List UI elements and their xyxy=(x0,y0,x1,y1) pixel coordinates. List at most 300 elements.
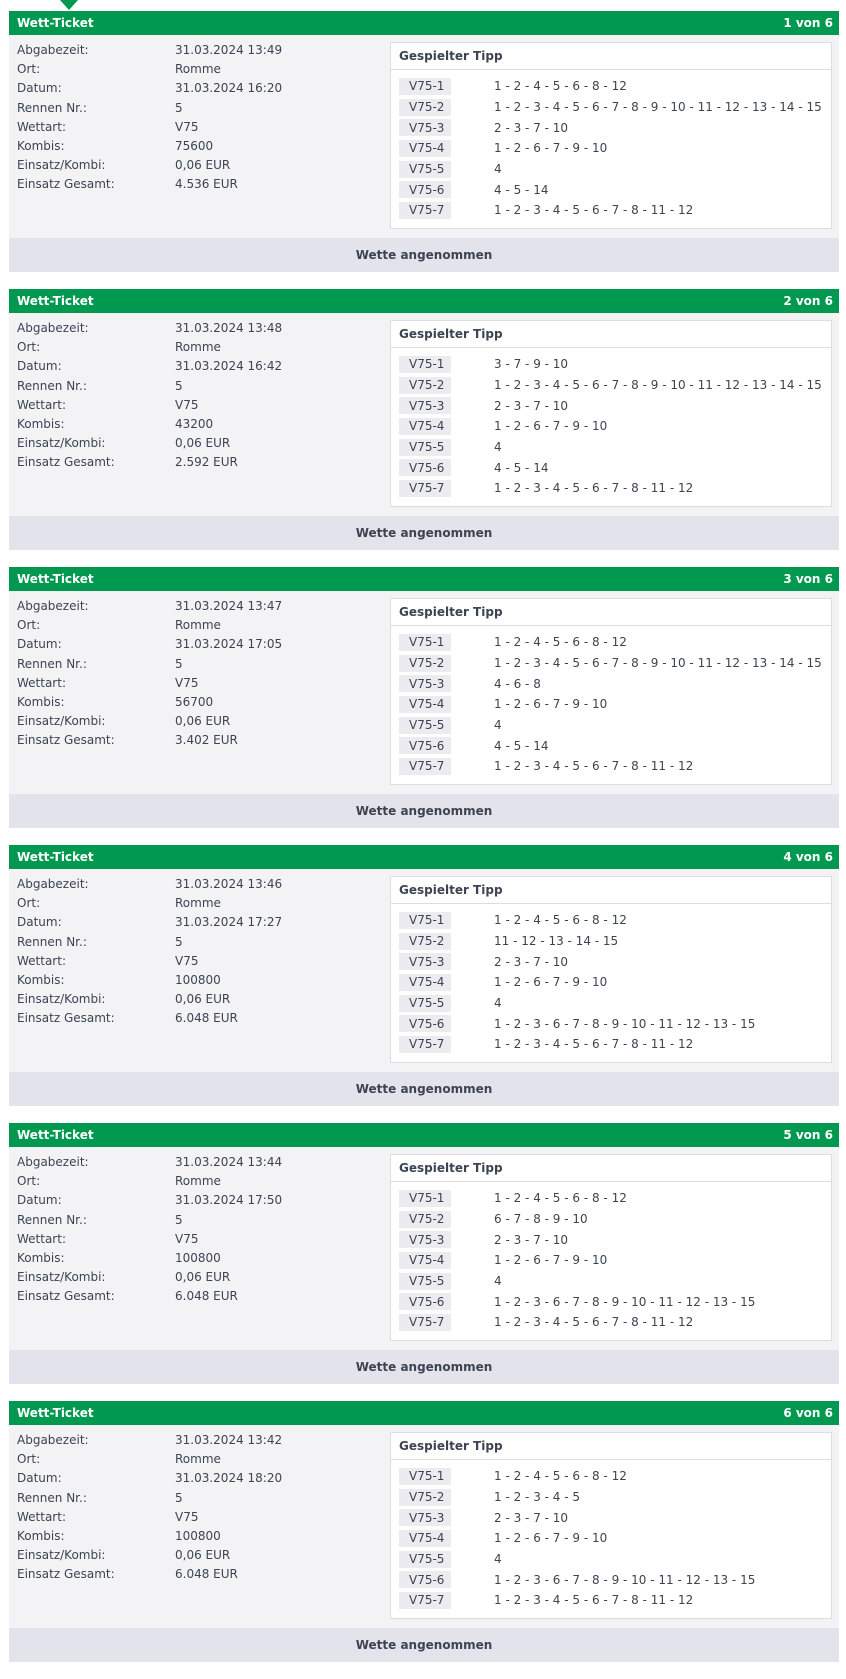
leg-code-badge: V75-4 xyxy=(399,696,451,713)
leg-selection: 4 - 5 - 14 xyxy=(494,460,549,475)
leg-code-badge: V75-1 xyxy=(399,634,451,651)
leg-selection: 1 - 2 - 6 - 7 - 9 - 10 xyxy=(494,141,608,156)
info-value: 5 xyxy=(175,378,183,393)
tipp-leg-row xyxy=(391,1569,831,1590)
leg-selection: 1 - 2 - 3 - 4 - 5 - 6 - 7 - 8 - 9 - 10 - 11 - 12 - 13 - 14 - 15 xyxy=(494,100,822,115)
leg-selection: 2 - 3 - 7 - 10 xyxy=(494,398,569,413)
info-label: Rennen Nr.: xyxy=(17,934,87,949)
info-value: V75 xyxy=(175,1509,199,1524)
leg-selection: 1 - 2 - 3 - 4 - 5 - 6 - 7 - 8 - 11 - 12 xyxy=(494,1593,694,1608)
leg-code-badge: V75-4 xyxy=(399,1530,451,1547)
info-row-ort xyxy=(17,60,282,79)
leg-selection: 1 - 2 - 6 - 7 - 9 - 10 xyxy=(494,697,608,712)
info-row-einsatz-gesamt xyxy=(17,453,282,472)
ticket-status: Wette angenommen xyxy=(355,1082,493,1096)
leg-code-badge: V75-3 xyxy=(399,1231,451,1248)
info-label: Rennen Nr.: xyxy=(17,1490,87,1505)
ticket-page-indicator: 4 von 6 xyxy=(783,850,833,864)
info-value: 75600 xyxy=(175,139,214,154)
leg-code-badge: V75-5 xyxy=(399,1551,451,1568)
tipp-leg-row xyxy=(391,694,831,715)
ticket-info xyxy=(17,319,282,473)
ticket-info xyxy=(17,597,282,751)
tipp-leg-row xyxy=(391,1507,831,1528)
info-value: 100800 xyxy=(175,1251,221,1266)
ticket-body xyxy=(9,869,839,1072)
info-label: Einsatz Gesamt: xyxy=(17,1567,115,1582)
info-value: 31.03.2024 16:20 xyxy=(175,81,283,96)
info-label: Rennen Nr.: xyxy=(17,656,87,671)
tipp-legs xyxy=(391,904,831,1055)
info-row-kombis xyxy=(17,971,282,990)
info-value: 2.592 EUR xyxy=(175,455,238,470)
leg-selection: 1 - 2 - 3 - 4 - 5 - 6 - 7 - 8 - 11 - 12 xyxy=(494,1315,694,1330)
info-row-datum xyxy=(17,1191,282,1210)
leg-code-badge: V75-3 xyxy=(399,953,451,970)
info-value: 5 xyxy=(175,1212,183,1227)
ticket-title: Wett-Ticket xyxy=(17,1406,94,1420)
info-label: Abgabezeit: xyxy=(17,599,89,613)
leg-selection: 6 - 7 - 8 - 9 - 10 xyxy=(494,1212,588,1227)
gespielter-tipp-panel xyxy=(390,1154,832,1341)
leg-selection: 4 xyxy=(494,1274,502,1289)
ticket-header xyxy=(9,289,839,313)
leg-code-badge: V75-3 xyxy=(399,1509,451,1526)
info-value: 0,06 EUR xyxy=(175,714,231,729)
leg-selection: 2 - 3 - 7 - 10 xyxy=(494,1510,569,1525)
info-row-datum xyxy=(17,357,282,376)
leg-selection: 1 - 2 - 4 - 5 - 6 - 8 - 12 xyxy=(494,1191,627,1206)
tipp-leg-row xyxy=(391,138,831,159)
info-value: 43200 xyxy=(175,417,214,432)
tipp-leg-row xyxy=(391,200,831,221)
info-row-abgabezeit xyxy=(17,1431,282,1450)
info-label: Datum: xyxy=(17,1471,62,1486)
info-value: 31.03.2024 17:05 xyxy=(175,637,283,652)
ticket-page-indicator: 3 von 6 xyxy=(783,572,833,586)
info-value: 31.03.2024 17:50 xyxy=(175,1193,283,1208)
info-row-wettart xyxy=(17,674,282,693)
info-value: 31.03.2024 13:44 xyxy=(175,1155,283,1169)
info-row-kombis xyxy=(17,1249,282,1268)
wett-ticket xyxy=(9,845,839,1123)
leg-code-badge: V75-6 xyxy=(399,1015,451,1032)
tipp-leg-row xyxy=(391,1188,831,1209)
info-value: 56700 xyxy=(175,695,214,710)
leg-code-badge: V75-2 xyxy=(399,1211,451,1228)
info-row-einsatz-gesamt xyxy=(17,1287,282,1306)
tipp-leg-row xyxy=(391,653,831,674)
leg-code-badge: V75-6 xyxy=(399,181,451,198)
info-value: V75 xyxy=(175,119,199,134)
info-label: Ort: xyxy=(17,618,41,633)
info-value: 31.03.2024 13:47 xyxy=(175,599,283,613)
info-value: 0,06 EUR xyxy=(175,436,231,451)
tipp-leg-row xyxy=(391,375,831,396)
info-label: Ort: xyxy=(17,340,41,355)
ticket-body xyxy=(9,313,839,516)
info-label: Kombis: xyxy=(17,973,65,988)
leg-selection: 1 - 2 - 3 - 4 - 5 - 6 - 7 - 8 - 9 - 10 - 11 - 12 - 13 - 14 - 15 xyxy=(494,656,822,671)
leg-code-badge: V75-5 xyxy=(399,995,451,1012)
ticket-body xyxy=(9,35,839,238)
info-value: 31.03.2024 13:49 xyxy=(175,43,283,57)
tipp-leg-row xyxy=(391,354,831,375)
leg-code-badge: V75-6 xyxy=(399,737,451,754)
tipp-leg-row xyxy=(391,97,831,118)
info-value: 3.402 EUR xyxy=(175,733,238,748)
leg-code-badge: V75-1 xyxy=(399,1468,451,1485)
info-label: Einsatz/Kombi: xyxy=(17,158,106,173)
info-row-wettart xyxy=(17,1230,282,1249)
tipp-title: Gespielter Tipp xyxy=(391,877,831,904)
info-value: 31.03.2024 13:48 xyxy=(175,321,283,335)
info-label: Einsatz Gesamt: xyxy=(17,455,115,470)
leg-selection: 4 - 6 - 8 xyxy=(494,676,541,691)
ticket-status: Wette angenommen xyxy=(355,526,493,540)
info-label: Abgabezeit: xyxy=(17,43,89,57)
info-row-datum xyxy=(17,635,282,654)
info-row-ort xyxy=(17,616,282,635)
info-row-ort xyxy=(17,1450,282,1469)
ticket-status-bar xyxy=(9,1350,839,1384)
leg-selection: 11 - 12 - 13 - 14 - 15 xyxy=(494,934,619,949)
ticket-status: Wette angenommen xyxy=(355,1360,493,1374)
leg-code-badge: V75-5 xyxy=(399,161,451,178)
ticket-info xyxy=(17,1431,282,1585)
leg-selection: 1 - 2 - 3 - 4 - 5 xyxy=(494,1490,581,1505)
leg-code-badge: V75-7 xyxy=(399,1592,451,1609)
tipp-leg-row xyxy=(391,437,831,458)
ticket-page-indicator: 6 von 6 xyxy=(783,1406,833,1420)
info-row-kombis xyxy=(17,1527,282,1546)
ticket-header xyxy=(9,567,839,591)
info-value: 31.03.2024 18:20 xyxy=(175,1471,283,1486)
leg-selection: 4 - 5 - 14 xyxy=(494,182,549,197)
info-row-rennen xyxy=(17,655,282,674)
info-row-wettart xyxy=(17,952,282,971)
info-label: Einsatz/Kombi: xyxy=(17,992,106,1007)
info-label: Einsatz Gesamt: xyxy=(17,177,115,192)
leg-selection: 1 - 2 - 3 - 4 - 5 - 6 - 7 - 8 - 11 - 12 xyxy=(494,759,694,774)
info-row-abgabezeit xyxy=(17,1153,282,1172)
tipp-leg-row xyxy=(391,735,831,756)
leg-selection: 4 xyxy=(494,162,502,177)
info-value: 5 xyxy=(175,656,183,671)
tipp-leg-row xyxy=(391,756,831,777)
leg-code-badge: V75-4 xyxy=(399,974,451,991)
info-row-einsatz-gesamt xyxy=(17,175,282,194)
ticket-status: Wette angenommen xyxy=(355,804,493,818)
info-label: Wettart: xyxy=(17,675,66,690)
leg-code-badge: V75-2 xyxy=(399,377,451,394)
info-value: 100800 xyxy=(175,1529,221,1544)
leg-selection: 1 - 2 - 6 - 7 - 9 - 10 xyxy=(494,1253,608,1268)
info-row-ort xyxy=(17,1172,282,1191)
tipp-leg-row xyxy=(391,673,831,694)
leg-code-badge: V75-2 xyxy=(399,933,451,950)
info-value: 6.048 EUR xyxy=(175,1011,238,1026)
tipp-leg-row xyxy=(391,457,831,478)
info-label: Datum: xyxy=(17,915,62,930)
ticket-status-bar xyxy=(9,1628,839,1662)
leg-code-badge: V75-7 xyxy=(399,1314,451,1331)
ticket-status-bar xyxy=(9,516,839,550)
leg-selection: 3 - 7 - 9 - 10 xyxy=(494,357,569,372)
info-label: Wettart: xyxy=(17,397,66,412)
ticket-header xyxy=(9,11,839,35)
info-value: Romme xyxy=(175,1452,221,1467)
info-row-datum xyxy=(17,1469,282,1488)
leg-code-badge: V75-1 xyxy=(399,78,451,95)
info-value: 5 xyxy=(175,100,183,115)
tipp-leg-row xyxy=(391,632,831,653)
ticket-body xyxy=(9,591,839,794)
leg-code-badge: V75-2 xyxy=(399,655,451,672)
info-label: Abgabezeit: xyxy=(17,877,89,891)
leg-code-badge: V75-4 xyxy=(399,418,451,435)
tipp-legs xyxy=(391,1182,831,1333)
gespielter-tipp-panel xyxy=(390,42,832,229)
info-label: Wettart: xyxy=(17,1231,66,1246)
ticket-title: Wett-Ticket xyxy=(17,850,94,864)
leg-code-badge: V75-1 xyxy=(399,1190,451,1207)
leg-code-badge: V75-5 xyxy=(399,1273,451,1290)
info-value: 0,06 EUR xyxy=(175,1548,231,1563)
leg-selection: 1 - 2 - 3 - 4 - 5 - 6 - 7 - 8 - 11 - 12 xyxy=(494,481,694,496)
tipp-title: Gespielter Tipp xyxy=(391,599,831,626)
info-row-einsatz-gesamt xyxy=(17,731,282,750)
info-label: Datum: xyxy=(17,359,62,374)
tipp-leg-row xyxy=(391,951,831,972)
leg-selection: 1 - 2 - 6 - 7 - 9 - 10 xyxy=(494,1531,608,1546)
info-label: Ort: xyxy=(17,62,41,77)
leg-selection: 4 xyxy=(494,440,502,455)
tipp-leg-row xyxy=(391,1312,831,1333)
leg-selection: 2 - 3 - 7 - 10 xyxy=(494,1232,569,1247)
info-label: Datum: xyxy=(17,81,62,96)
leg-code-badge: V75-1 xyxy=(399,356,451,373)
tipp-leg-row xyxy=(391,1209,831,1230)
info-value: V75 xyxy=(175,397,199,412)
info-value: Romme xyxy=(175,62,221,77)
tipp-leg-row xyxy=(391,117,831,138)
ticket-title: Wett-Ticket xyxy=(17,294,94,308)
info-value: Romme xyxy=(175,896,221,911)
leg-selection: 1 - 2 - 3 - 4 - 5 - 6 - 7 - 8 - 9 - 10 - 11 - 12 - 13 - 14 - 15 xyxy=(494,378,822,393)
tipp-leg-row xyxy=(391,416,831,437)
info-label: Rennen Nr.: xyxy=(17,100,87,115)
leg-code-badge: V75-4 xyxy=(399,140,451,157)
ticket-page-indicator: 5 von 6 xyxy=(783,1128,833,1142)
info-row-rennen xyxy=(17,933,282,952)
info-row-einsatz-gesamt xyxy=(17,1009,282,1028)
leg-selection: 1 - 2 - 3 - 6 - 7 - 8 - 9 - 10 - 11 - 12 - 13 - 15 xyxy=(494,1572,756,1587)
ticket-status: Wette angenommen xyxy=(355,248,493,262)
gespielter-tipp-panel xyxy=(390,598,832,785)
info-row-einsatz-kombi xyxy=(17,990,282,1009)
tipp-leg-row xyxy=(391,395,831,416)
tipp-title: Gespielter Tipp xyxy=(391,1433,831,1460)
leg-selection: 1 - 2 - 4 - 5 - 6 - 8 - 12 xyxy=(494,1469,627,1484)
ticket-title: Wett-Ticket xyxy=(17,16,94,30)
info-row-abgabezeit xyxy=(17,319,282,338)
leg-selection: 4 xyxy=(494,718,502,733)
wett-ticket xyxy=(9,1123,839,1401)
leg-selection: 1 - 2 - 4 - 5 - 6 - 8 - 12 xyxy=(494,79,627,94)
leg-code-badge: V75-6 xyxy=(399,1293,451,1310)
info-row-rennen xyxy=(17,1211,282,1230)
leg-selection: 1 - 2 - 4 - 5 - 6 - 8 - 12 xyxy=(494,635,627,650)
info-row-einsatz-kombi xyxy=(17,434,282,453)
tipp-leg-row xyxy=(391,1549,831,1570)
leg-selection: 2 - 3 - 7 - 10 xyxy=(494,954,569,969)
leg-selection: 1 - 2 - 3 - 4 - 5 - 6 - 7 - 8 - 11 - 12 xyxy=(494,203,694,218)
info-row-rennen xyxy=(17,1489,282,1508)
info-label: Kombis: xyxy=(17,1251,65,1266)
ticket-header xyxy=(9,1123,839,1147)
info-label: Kombis: xyxy=(17,417,65,432)
info-row-ort xyxy=(17,338,282,357)
info-value: 31.03.2024 17:27 xyxy=(175,915,283,930)
ticket-body xyxy=(9,1147,839,1350)
info-label: Wettart: xyxy=(17,953,66,968)
wett-ticket xyxy=(9,1401,839,1679)
tipp-leg-row xyxy=(391,993,831,1014)
tipp-title: Gespielter Tipp xyxy=(391,43,831,70)
leg-selection: 4 xyxy=(494,996,502,1011)
info-label: Kombis: xyxy=(17,695,65,710)
info-value: 5 xyxy=(175,1490,183,1505)
tipp-leg-row xyxy=(391,715,831,736)
info-row-rennen xyxy=(17,99,282,118)
info-value: V75 xyxy=(175,953,199,968)
ticket-title: Wett-Ticket xyxy=(17,572,94,586)
info-label: Ort: xyxy=(17,1174,41,1189)
info-value: 6.048 EUR xyxy=(175,1289,238,1304)
tipp-leg-row xyxy=(391,1291,831,1312)
leg-selection: 1 - 2 - 3 - 4 - 5 - 6 - 7 - 8 - 11 - 12 xyxy=(494,1037,694,1052)
info-value: 5 xyxy=(175,934,183,949)
leg-code-badge: V75-2 xyxy=(399,99,451,116)
leg-selection: 1 - 2 - 6 - 7 - 9 - 10 xyxy=(494,975,608,990)
leg-code-badge: V75-3 xyxy=(399,675,451,692)
tipp-leg-row xyxy=(391,1271,831,1292)
leg-selection: 1 - 2 - 3 - 6 - 7 - 8 - 9 - 10 - 11 - 12 - 13 - 15 xyxy=(494,1294,756,1309)
gespielter-tipp-panel xyxy=(390,1432,832,1619)
tipp-leg-row xyxy=(391,1487,831,1508)
active-tab-pointer xyxy=(60,0,78,10)
leg-code-badge: V75-4 xyxy=(399,1252,451,1269)
wett-ticket xyxy=(9,567,839,845)
tipp-legs xyxy=(391,626,831,777)
info-row-einsatz-kombi xyxy=(17,712,282,731)
ticket-header xyxy=(9,845,839,869)
tipp-legs xyxy=(391,70,831,221)
leg-code-badge: V75-7 xyxy=(399,202,451,219)
info-row-datum xyxy=(17,79,282,98)
leg-code-badge: V75-3 xyxy=(399,119,451,136)
info-value: 31.03.2024 13:42 xyxy=(175,1433,283,1447)
leg-selection: 2 - 3 - 7 - 10 xyxy=(494,120,569,135)
leg-code-badge: V75-2 xyxy=(399,1489,451,1506)
ticket-status: Wette angenommen xyxy=(355,1638,493,1652)
info-row-wettart xyxy=(17,396,282,415)
info-value: V75 xyxy=(175,675,199,690)
info-value: Romme xyxy=(175,340,221,355)
tipp-leg-row xyxy=(391,1034,831,1055)
info-label: Einsatz Gesamt: xyxy=(17,1011,115,1026)
info-label: Rennen Nr.: xyxy=(17,378,87,393)
tipp-leg-row xyxy=(391,910,831,931)
info-row-abgabezeit xyxy=(17,875,282,894)
leg-selection: 1 - 2 - 6 - 7 - 9 - 10 xyxy=(494,419,608,434)
info-label: Abgabezeit: xyxy=(17,1155,89,1169)
info-label: Rennen Nr.: xyxy=(17,1212,87,1227)
info-row-einsatz-kombi xyxy=(17,156,282,175)
info-row-kombis xyxy=(17,693,282,712)
info-label: Kombis: xyxy=(17,139,65,154)
info-value: Romme xyxy=(175,618,221,633)
info-label: Abgabezeit: xyxy=(17,321,89,335)
info-row-abgabezeit xyxy=(17,41,282,60)
info-row-einsatz-kombi xyxy=(17,1546,282,1565)
info-label: Abgabezeit: xyxy=(17,1433,89,1447)
tipp-leg-row xyxy=(391,179,831,200)
tipp-leg-row xyxy=(391,931,831,952)
ticket-info xyxy=(17,875,282,1029)
info-row-ort xyxy=(17,894,282,913)
ticket-header xyxy=(9,1401,839,1425)
ticket-status-bar xyxy=(9,794,839,828)
ticket-status-bar xyxy=(9,238,839,272)
tipp-leg-row xyxy=(391,76,831,97)
tipp-leg-row xyxy=(391,972,831,993)
info-label: Einsatz Gesamt: xyxy=(17,733,115,748)
ticket-status-bar xyxy=(9,1072,839,1106)
wett-ticket xyxy=(9,289,839,567)
tipp-legs xyxy=(391,1460,831,1611)
info-row-kombis xyxy=(17,415,282,434)
info-row-rennen xyxy=(17,377,282,396)
tipp-leg-row xyxy=(391,1250,831,1271)
info-label: Datum: xyxy=(17,1193,62,1208)
tipp-leg-row xyxy=(391,1229,831,1250)
tipp-leg-row xyxy=(391,1528,831,1549)
info-row-wettart xyxy=(17,118,282,137)
ticket-page-indicator: 1 von 6 xyxy=(783,16,833,30)
tipp-leg-row xyxy=(391,478,831,499)
tipp-leg-row xyxy=(391,1013,831,1034)
info-row-kombis xyxy=(17,137,282,156)
info-label: Einsatz/Kombi: xyxy=(17,1548,106,1563)
info-label: Wettart: xyxy=(17,119,66,134)
tipp-leg-row xyxy=(391,1466,831,1487)
leg-code-badge: V75-6 xyxy=(399,1571,451,1588)
info-label: Einsatz/Kombi: xyxy=(17,1270,106,1285)
info-value: 0,06 EUR xyxy=(175,158,231,173)
leg-code-badge: V75-7 xyxy=(399,1036,451,1053)
leg-code-badge: V75-7 xyxy=(399,480,451,497)
info-row-datum xyxy=(17,913,282,932)
tipp-title: Gespielter Tipp xyxy=(391,1155,831,1182)
ticket-page-indicator: 2 von 6 xyxy=(783,294,833,308)
ticket-list xyxy=(9,11,839,1679)
info-row-wettart xyxy=(17,1508,282,1527)
gespielter-tipp-panel xyxy=(390,876,832,1063)
info-value: 0,06 EUR xyxy=(175,992,231,1007)
info-value: 0,06 EUR xyxy=(175,1270,231,1285)
